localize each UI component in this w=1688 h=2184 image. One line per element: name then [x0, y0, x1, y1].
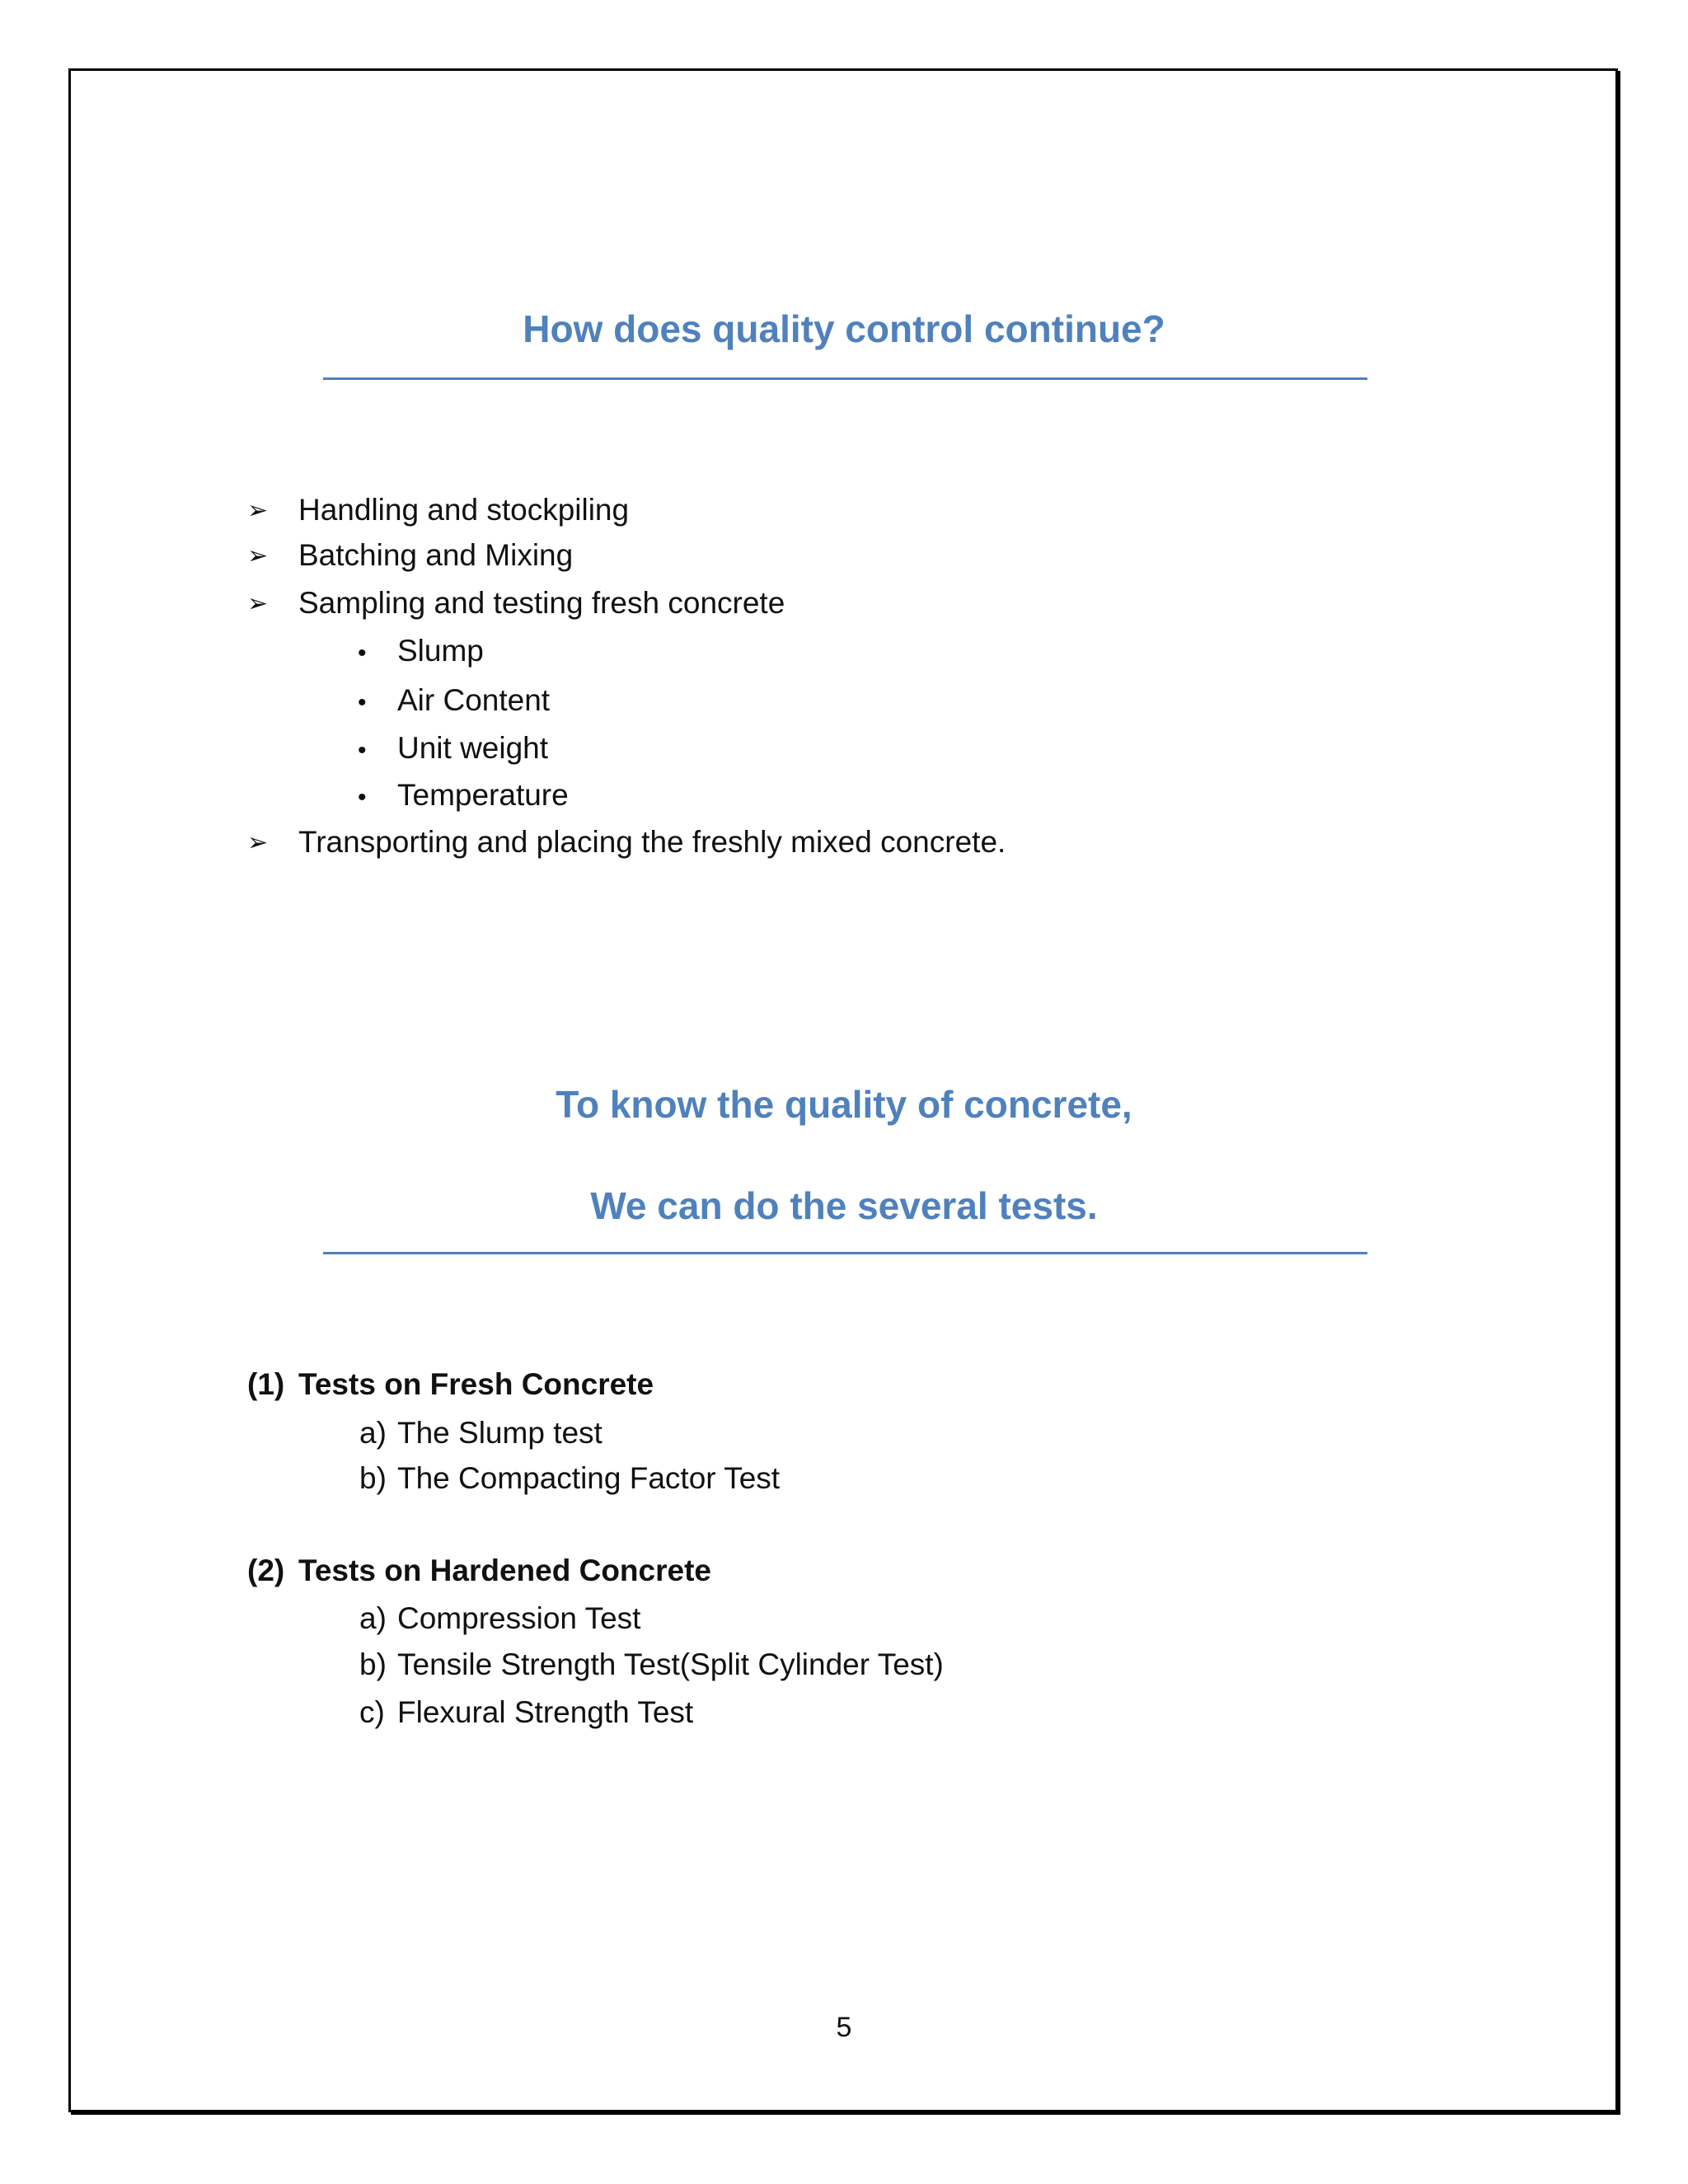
- test-item-text: Tensile Strength Test(Split Cylinder Test): [397, 1647, 944, 1681]
- section-title: Tests on Hardened Concrete: [298, 1554, 711, 1587]
- heading-underline-2: [323, 1252, 1367, 1254]
- dot-bullet-icon: •: [358, 689, 367, 716]
- sub-list-item-temperature: [358, 777, 569, 816]
- test-item-letter: c): [359, 1695, 385, 1729]
- dot-bullet-icon: •: [358, 784, 367, 811]
- sub-list-item-text: Air Content: [397, 683, 551, 717]
- heading-several-tests: We can do the several tests.: [590, 1184, 1098, 1227]
- arrow-bullet-icon: ➢: [247, 542, 269, 569]
- list-item-transporting: [247, 824, 1006, 861]
- test-item-text: Flexural Strength Test: [397, 1695, 694, 1729]
- test-item-text: The Slump test: [397, 1416, 603, 1450]
- heading-underline-1: [323, 377, 1367, 380]
- list-item-text: Batching and Mixing: [298, 538, 574, 572]
- list-item-text: Sampling and testing fresh concrete: [298, 586, 785, 620]
- test-item-slump: [359, 1415, 603, 1451]
- list-item-batching: [247, 537, 573, 574]
- sub-list-item-text: Slump: [397, 634, 484, 668]
- list-item-text: Transporting and placing the freshly mixed concrete.: [298, 825, 1006, 859]
- heading-quality-control: How does quality control continue?: [523, 307, 1165, 350]
- list-item-text: Handling and stockpiling: [298, 493, 630, 527]
- section-number: (1): [247, 1367, 285, 1401]
- arrow-bullet-icon: ➢: [247, 829, 269, 856]
- test-item-compression: [359, 1601, 640, 1637]
- test-item-letter: a): [359, 1416, 387, 1450]
- arrow-bullet-icon: ➢: [247, 590, 269, 617]
- arrow-bullet-icon: ➢: [247, 497, 269, 524]
- section-number: (2): [247, 1554, 285, 1587]
- section-hardened-concrete: [247, 1553, 711, 1589]
- section-title: Tests on Fresh Concrete: [298, 1367, 654, 1401]
- sub-list-item-text: Unit weight: [397, 731, 549, 765]
- dot-bullet-icon: •: [358, 640, 367, 667]
- list-item-handling: [247, 492, 629, 529]
- test-item-text: Compression Test: [397, 1601, 641, 1635]
- sub-list-item-unit-weight: [358, 730, 548, 769]
- sub-list-item-air-content: [358, 682, 550, 721]
- dot-bullet-icon: •: [358, 737, 367, 764]
- sub-list-item-slump: [358, 633, 484, 672]
- test-item-text: The Compacting Factor Test: [397, 1461, 781, 1495]
- test-item-compacting-factor: [359, 1460, 780, 1497]
- test-item-letter: a): [359, 1601, 387, 1635]
- sub-list-item-text: Temperature: [397, 778, 569, 812]
- test-item-letter: b): [359, 1647, 387, 1681]
- page-number: 5: [836, 2012, 852, 2043]
- test-item-flexural-strength: [359, 1694, 693, 1731]
- heading-know-quality: To know the quality of concrete,: [556, 1083, 1132, 1126]
- list-item-sampling: [247, 585, 785, 622]
- section-fresh-concrete: [247, 1366, 654, 1403]
- test-item-tensile-strength: [359, 1647, 944, 1683]
- test-item-letter: b): [359, 1461, 387, 1495]
